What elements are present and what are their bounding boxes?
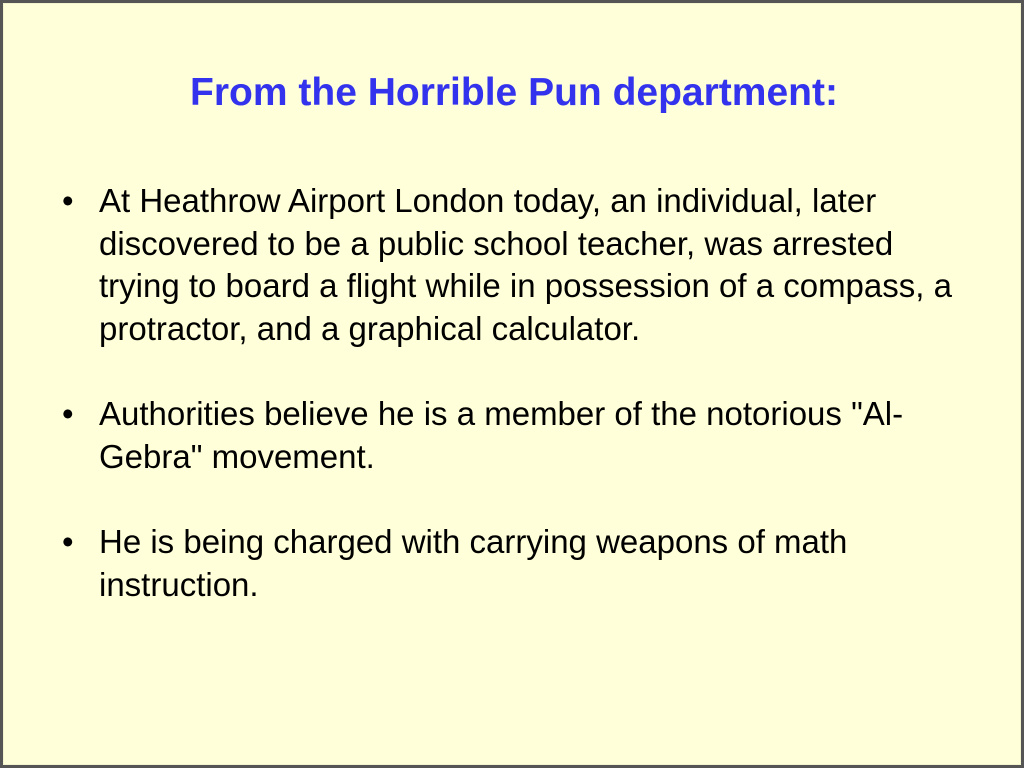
bullet-text: Authorities believe he is a member of the notorious "Al-Gebra" movement. bbox=[99, 395, 904, 475]
bullet-dot-icon: • bbox=[62, 523, 74, 560]
bullet-dot-icon: • bbox=[62, 395, 74, 432]
bullet-dot-icon: • bbox=[62, 182, 74, 219]
bullet-text: He is being charged with carrying weapons of math instruction. bbox=[99, 523, 848, 603]
bullet-list bbox=[62, 180, 962, 649]
slide-title: From the Horrible Pun department: bbox=[190, 71, 838, 114]
bullet-text: At Heathrow Airport London today, an individual, later discovered to be a public school teacher, was arrested trying to board a flight while in possession of a compass, a protractor, and a graphical calculator. bbox=[99, 182, 952, 347]
bullet-item bbox=[62, 180, 962, 350]
bullet-item bbox=[62, 393, 962, 478]
bullet-item bbox=[62, 521, 962, 606]
